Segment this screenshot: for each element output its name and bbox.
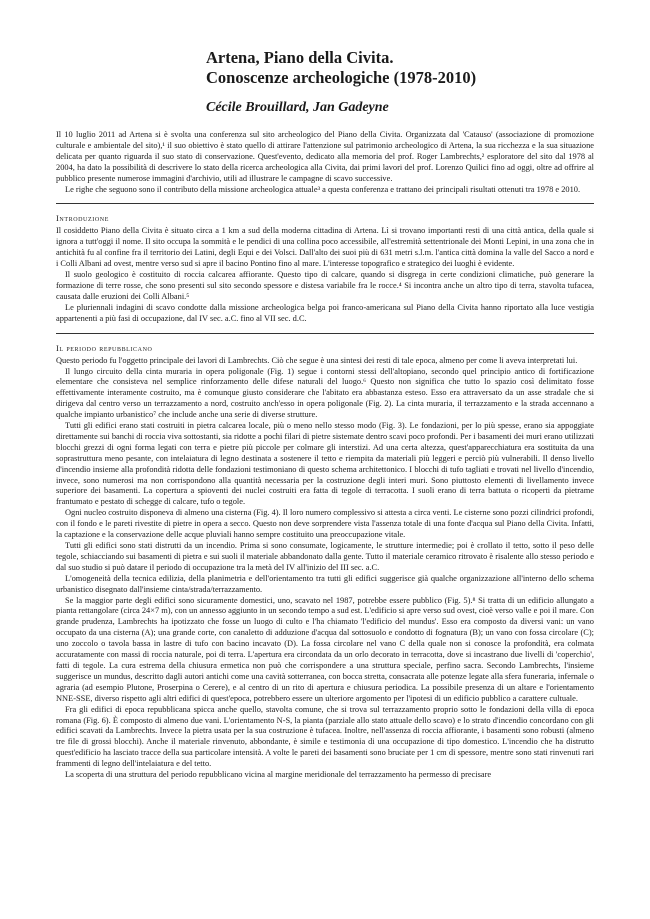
repubblicano-paragraph-6: L'omogeneità della tecnica edilizia, della planimetria e dell'orientamento tra tutti gli edifici suggerisce già qualche organizzazione all'interno dello schema urbanistico disegnato dall'insieme cinta/strada/terrazzamento. — [56, 573, 594, 594]
article-title — [206, 48, 606, 88]
section-divider — [56, 333, 594, 334]
intro-paragraph-2: Le righe che seguono sono il contributo della missione archeologica attuale³ a questa conferenza e trattano dei principali risultati ottenuti tra 1978 e 2010. — [65, 184, 581, 194]
repubblicano-paragraph-7: Se la maggior parte degli edifici sono sicuramente domestici, uno, scavato nel 1987, potrebbe essere pubblico (Fig. 5).⁸ Si tratta di un edificio allungato a pianta rettangolare (circa 24×7 m), con un annesso aggiunto in un secondo tempo a sud est. L'edificio si apre verso sud ovest, cioè verso valle e poi il mare. Con grande prudenza, Lambrechts ha ipotizzato che fosse un luogo di culto e l'ha chiamato 'l'edificio del mundus'. Esso era composto da diversi vani: un vano occupato da una cisterna (A); una grande corte, con canaletto di adduzione d'acqua dal sottosuolo e condotto di fognatura (B); un vano con fossa circolare (C); uno zoccolo o tavola bassa in lastre di tufo con bacino incavato (D). La fossa circolare nel vano C della quale non si conosce la profondità, era colmata accuratamente con massi di roccia naturale, poi di terra. L'apertura era circondata da un orlo decorato in terracotta, dove si incastrano due livelli di 'coperchio', fatti di tegole. La cura estrema della chiusura ermetica non può che corrispondere a una struttura speciale, perfino sacra. Secondo Lambrechts, l'insieme suggerisce un mundus, descritto dagli autori antichi come una cavità sotterranea, con bocca stretta, consacrata alle potenze legate alla sfera funeraria, infernale o agraria (ad esempio Plutone, Proserpina o Cerere), e al centro di un rito di apertura e chiusura periodica. La possibile presenza di un altare e l'orientamento NNE-SSE, diverso rispetto agli altri edifici di quest'epoca, potrebbero essere un ulteriore argomento per l'ipotesi di un edificio pubblico a carattere cultuale. — [56, 595, 594, 703]
article-authors: Cécile Brouillard, Jan Gadeyne — [206, 100, 389, 115]
title-line-1: Artena, Piano della Civita. — [206, 48, 394, 67]
intro-paragraph-1: Il 10 luglio 2011 ad Artena si è svolta una conferenza sul sito archeologico del Piano della Civita. Organizzata dal 'Catauso' (associazione di promozione culturale e ambientale del sito),¹ il suo obiettivo è stato quello di attirare l'attenzione sul patrimonio archeologico di Artena, la sua ricchezza e la sua situazione delicata per quanto riguarda il suo stato di conservazione. Quest'evento, dedicato alla memoria del prof. Roger Lambrechts,² esploratore del sito dal 1978 al 2004, ha dato la possibilità di descrivere lo stato della ricerca archeologica alla Civita, dai primi lavori del prof. Lorenzo Quilici fino ad oggi, oltre ad offrire al pubblico presente numerose immagini d'archivio, utili ad illustrare le campagne di scavo successive. — [56, 130, 594, 183]
repubblicano-paragraph-5: Tutti gli edifici sono stati distrutti da un incendio. Prima si sono consumate, logicamente, le strutture intermedie; poi è crollato il tetto, sotto il peso delle tegole, schiacciando sui basamenti di pietra e sui suoli il materiale abbandonato dalla gente. Tutto il materiale ceramico ritrovato è risalente allo stesso periodo e dal suo studio si può datare il periodo di occupazione tra la metà del IV all'inizio del III sec. a.C. — [56, 541, 594, 572]
section-divider — [56, 203, 594, 204]
repubblicano-paragraph-2: Il lungo circuito della cinta muraria in opera poligonale (Fig. 1) segue i contorni stessi dell'altopiano, secondo quel principio antico di fortificazione elementare che consisteva nel semplice rinforzamento delle difese naturali del luogo.⁶ Questo non significa che tutto lo spazio così delimitato fosse effettivamente interamente costruito, ma è comunque giusto considerare che l'abitato era abbastanza esteso. Esso era attraversato da un asse stradale che si dirigeva dal centro verso un terrazzamento a nord, costruito anch'esso in opera poligonale (Fig. 2). La cinta muraria, il terrazzamento e la strada accennano a qualche impianto urbanistico⁷ che include anche una serie di diverse strutture. — [56, 366, 594, 420]
section-heading-introduzione: Introduzione — [56, 214, 109, 224]
title-block — [206, 48, 606, 116]
section-heading-periodo-repubblicano: Il periodo repubblicano — [56, 343, 153, 353]
introduzione-paragraph-3: Le pluriennali indagini di scavo condotte dalla missione archeologica belga poi franco-americana sul Piano della Civita hanno riportato alla luce vestigia appartenenti a più fasi di occupazione, dal IV sec. a.C. fino al VII sec. d.C. — [56, 302, 594, 323]
introduzione-paragraph-1: Il cosiddetto Piano della Civita è situato circa a 1 km a sud della moderna cittadina di Artena. Lì si trovano importanti resti di una città antica, della quale si ignora a tutt'oggi il nome. Il sito occupa la sommità e le pendici di una collina poco accessibile, all'estremità settentrionale dei Monti Lepini, in una zona che in antichità fu al confine fra il territorio dei Latini, degli Equi e dei Volsci. Dall'alto dei suoi più di 631 metri s.l.m. l'antica città domina la valle del Sacco a nord e i Colli Albani ad ovest, mentre verso sud si apre il bacino Pontino fino al mare. L'interesse topografico e strategico dei luoghi è evidente. — [56, 226, 594, 269]
repubblicano-paragraph-3: Tutti gli edifici erano stati costruiti in pietra calcarea locale, più o meno nello stesso modo (Fig. 3). Le fondazioni, per lo più spesse, erano sia appoggiate direttamente sui banchi di roccia viva sottostanti, sia ridotte a pochi filari di pietre sistemate dentro scavi poco profondi. Per i basamenti dei muri erano utilizzati blocchi grezzi di ogni forma legati con terra e pietre più piccole per colmare gli interstizi. Ad una certa altezza, quest'apparecchiatura era sostituita da una soprastruttura meno pesante, con intelaiatura di legno destinata a sostenere il tetto e riempita da materiali più leggeri e perciò più vulnerabili. Il denso livello d'incendio insieme alla profondità ridotta delle fondazioni testimoniano di questo schema architettonico. I blocchi di tufo tagliati e trovati nel livello d'incendio, invece, sono numerosi ma non corrispondono alla quantità necessaria per la costruzione degli interi muri. Sono piuttosto elementi di livellamento invece superiore dei basamenti. La copertura a spioventi dei nuclei costruiti era fatta di tegole di terracotta. I suoli erano di terra battuta o ricoperti da pietrame frantumato e pestato di schegge di calcare, tufo o tegole. — [56, 421, 594, 507]
repubblicano-paragraph-4: Ogni nucleo costruito disponeva di almeno una cisterna (Fig. 4). Il loro numero complessivo si attesta a circa venti. Le cisterne sono pozzi cilindrici profondi, con il fondo e le pareti rivestite di pietre in opera a secco. Questo non deve sorprendere vista l'assenza totale di una fonte d'acqua sul Piano della Civita. Infatti, la captazione e la conservazione delle acque pluviali hanno sempre costituito una preoccupazione vitale. — [56, 508, 594, 540]
repubblicano-paragraph-9: La scoperta di una struttura del periodo repubblicano vicina al margine meridionale del terrazzamento ha permesso di precisare — [65, 770, 492, 780]
introduzione-paragraph-2: Il suolo geologico è costituito di roccia calcarea affiorante. Questo tipo di calcare, quando si disgrega in certe condizioni climatiche, può generare la formazione di terre rosse, che sono presenti sul sito secondo spessore e distesa variabile fra le rocce.⁴ Si incontra anche un altro tipo di terra, stavolta tufacea, causata dalle eruzioni dei Colli Albani.⁵ — [56, 270, 594, 301]
title-line-2: Conoscenze archeologiche (1978-2010) — [206, 68, 477, 87]
repubblicano-paragraph-1: Questo periodo fu l'oggetto principale dei lavori di Lambrechts. Ciò che segue è una sintesi dei resti di tale epoca, almeno per come li aveva interpretati lui. — [56, 355, 578, 365]
article-body — [56, 130, 594, 781]
repubblicano-paragraph-8: Fra gli edifici di epoca repubblicana spicca anche quello, stavolta comune, che si trova sul terrazzamento proprio sotto le fondazioni della villa di epoca romana (Fig. 6). È composto di almeno due vani. L'orientamento N-S, la pianta (parziale allo stato attuale dello scavo) e lo strato d'incendio concordano con gli edifici scavati da Lambrechts. Invece la pietra usata per la sua costruzione è tufacea. Inoltre, nell'assenza di roccia affiorante, i basamenti sono robusti (almeno tre file di grossi blocchi). Anche il materiale rinvenuto, abbondante, è simile e testimonia di una occupazione di tipo domestico. L'incendio che ha distrutto quest'edificio ha lasciato tracce della sua particolare intensità. A volte le pareti dei basamenti sono bruciate per 1 cm di spessore, mentre sono stati rinvenuti rari frammenti di legno dell'intelaiatura e del tetto. — [56, 704, 594, 769]
